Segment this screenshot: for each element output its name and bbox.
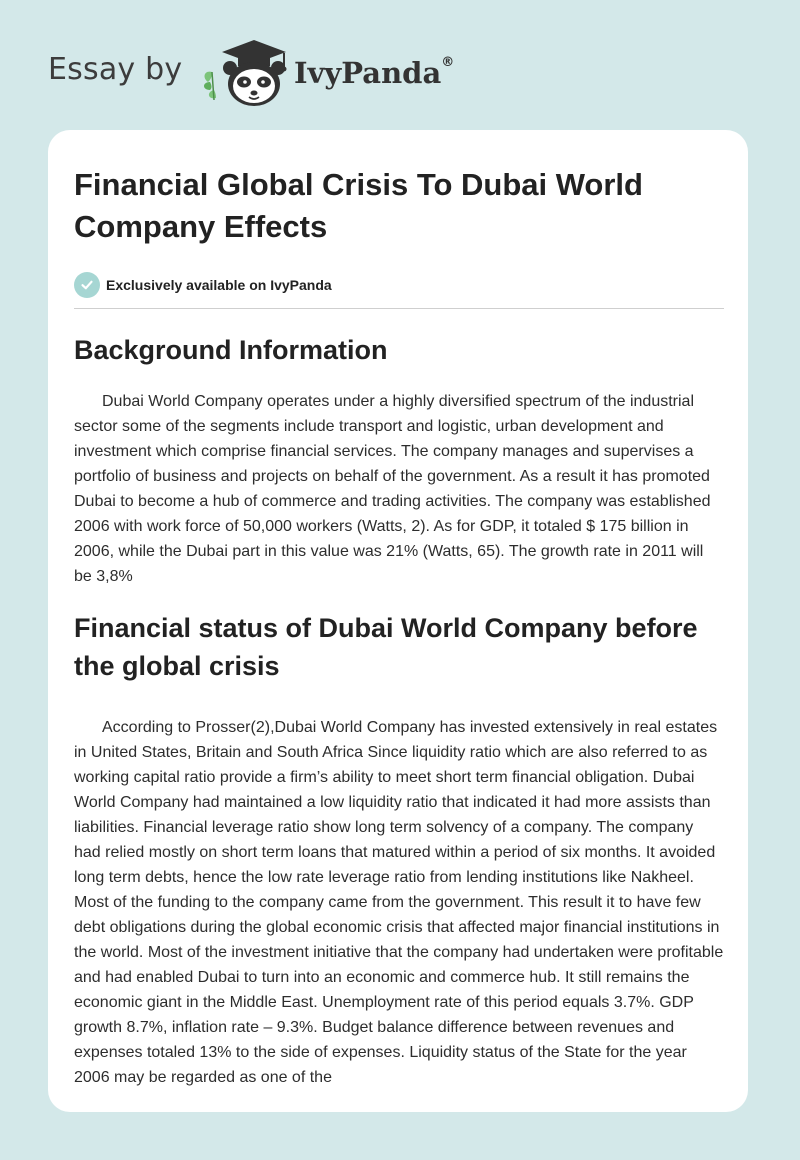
title-divider — [74, 308, 724, 309]
essay-content — [74, 164, 724, 1090]
registered-mark: ® — [441, 55, 455, 71]
essay-card — [48, 130, 748, 1112]
section-paragraph: According to Prosser(2),Dubai World Company has invested extensively in real estates in United States, Britain and South Africa Since liquidity ratio which are also referred to as working capital ratio provide a firm’s ability to meet short term financial obligation. Dubai World Company had maintained a low liquidity ratio that indicated it had more assists than liabilities. Financial leverage ratio show long term solvency of a company. The company had relied mostly on short term loans that matured within a period of six months. It avoided long term debts, hence the low rate leverage ratio from lending institutions like Nakheel. Most of the funding to the company came from the government. This result it to have few debt obligations during the global economic crisis that affected major financial institutions in the world. Most of the investment initiative that the company had undertaken were profitable and had enabled Dubai to turn into an economic and commerce hub. It still remains the economic giant in the Middle East. Unemployment rate of this period equals 3.7%. GDP growth 8.7%, inflation rate – 9.3%. Budget balance difference between revenues and expenses totaled 13% to the side of expenses. Liquidity status of the State for the year 2006 may be regarded as one of the — [74, 719, 724, 1086]
section-heading: Background Information — [74, 335, 388, 365]
brand-text: IvyPanda — [294, 56, 442, 90]
exclusive-badge — [74, 272, 724, 298]
exclusive-badge-text: Exclusively available on IvyPanda — [106, 277, 332, 293]
essay-by-label: Essay by — [48, 52, 183, 87]
brand-name[interactable] — [294, 56, 454, 90]
site-header — [48, 38, 508, 108]
ivypanda-panda-logo-icon[interactable] — [200, 38, 290, 108]
section-heading: Financial status of Dubai World Company before the global crisis — [74, 613, 698, 681]
check-icon — [74, 272, 100, 298]
section-paragraph: Dubai World Company operates under a highly diversified spectrum of the industrial sector some of the segments include transport and logistic, urban development and investment which comprise financial services. The company manages and supervises a portfolio of business and projects on behalf of the government. As a result it has promoted Dubai to become a hub of commerce and trading activities. The company was established 2006 with work force of 50,000 workers (Watts, 2). As for GDP, it totaled $ 175 billion in 2006, while the Dubai part in this value was 21% (Watts, 65). The growth rate in 2011 will be 3,8% — [74, 393, 711, 585]
essay-title: Financial Global Crisis To Dubai World Company Effects — [74, 167, 643, 244]
